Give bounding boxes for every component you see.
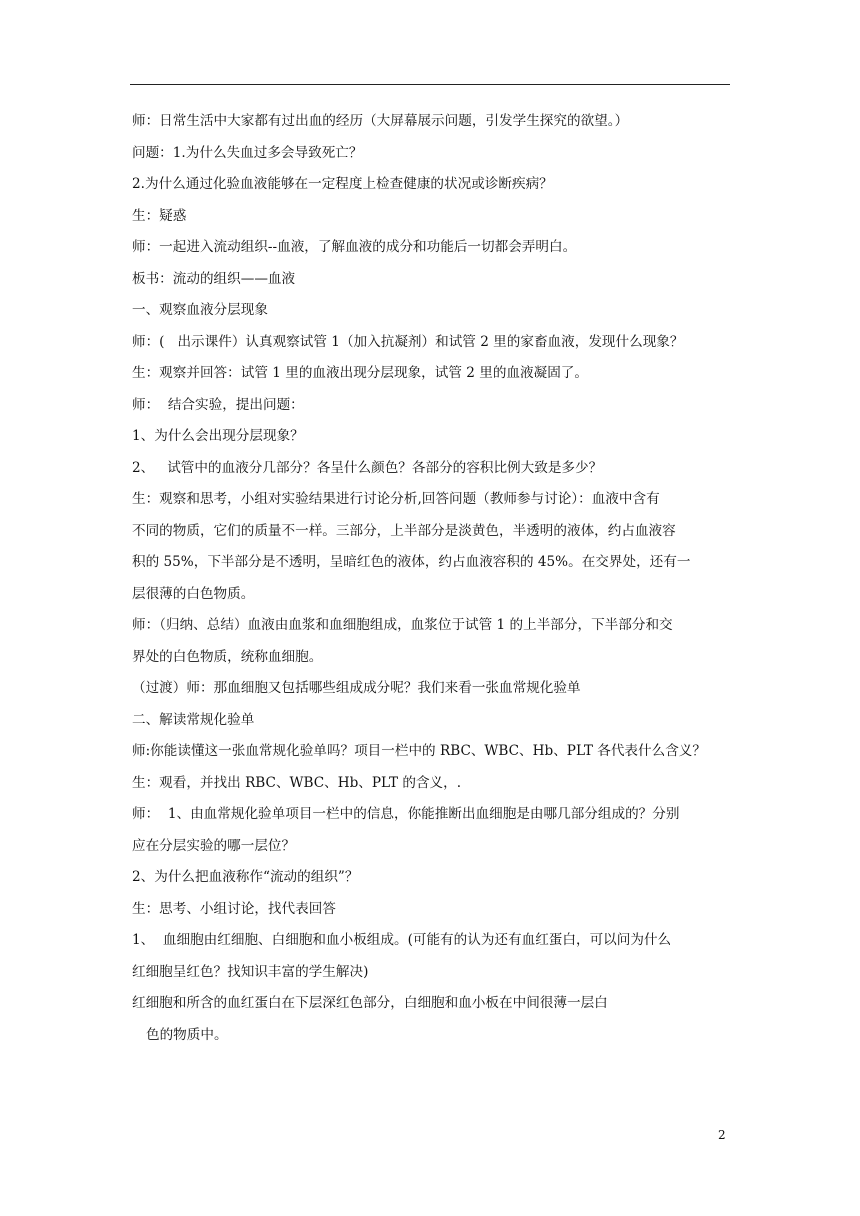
- text-line: 师：一起进入流动组织--血液，了解血液的成分和功能后一切都会弄明白。: [132, 239, 577, 255]
- text-line: 应在分层实验的哪一层位？: [132, 837, 296, 854]
- text-line: 积的 55%，下半部分是不透明，呈暗红色的液体，约占血液容积的 45%。在交界处，还有一: [132, 554, 691, 570]
- text-line: 色的物质中。: [146, 1026, 228, 1043]
- text-line: 红细胞呈红色？找知识丰富的学生解决): [132, 963, 369, 980]
- page-number: 2: [718, 1128, 726, 1142]
- text-line: 生：观察和思考，小组对实验结果进行讨论分析,回答问题（教师参与讨论）：血液中含有: [132, 491, 660, 507]
- text-line: 师： 1、由血常规化验单项目一栏中的信息，你能推断出血细胞是由哪几部分组成的？分别: [132, 806, 680, 822]
- text-line: 界处的白色物质，统称血细胞。: [132, 648, 323, 665]
- text-line: 师：（归纳、总结）血液由血浆和血细胞组成，血浆位于试管 1 的上半部分，下半部分和交: [132, 617, 673, 633]
- text-line: （过渡）师：那血细胞又包括哪些组成成分呢？我们来看一张血常规化验单: [132, 680, 581, 696]
- text-line: 2、为什么把血液称作“流动的组织”？: [132, 869, 359, 885]
- text-line: 不同的物质，它们的质量不一样。三部分，上半部分是淡黄色，半透明的液体，约占血液容: [132, 522, 676, 539]
- section-heading: 二、解读常规化验单: [132, 711, 255, 728]
- text-line: 1、为什么会出现分层现象？: [132, 428, 304, 444]
- text-line: 生：观看，并找出 RBC、WBC、Hb、PLT 的含义，.: [132, 774, 462, 791]
- text-line: 红细胞和所含的血红蛋白在下层深红色部分，白细胞和血小板在中间很薄一层白: [132, 995, 608, 1011]
- text-line: 2.为什么通过化验血液能够在一定程度上检查健康的状况或诊断疾病？: [132, 176, 553, 192]
- text-line: 2、 试管中的血液分几部分？各呈什么颜色？各部分的容积比例大致是多少？: [132, 459, 603, 476]
- section-heading: 一、观察血液分层现象: [132, 302, 268, 318]
- text-line: 师:你能读懂这一张血常规化验单吗？项目一栏中的 RBC、WBC、Hb、PLT 各代表什么含义？: [132, 743, 706, 759]
- header-rule: [130, 84, 730, 85]
- text-line: 生：疑惑: [132, 207, 187, 224]
- text-line: 师：( 出示课件）认真观察试管 1（加入抗凝剂）和试管 2 里的家畜血液，发现什么现象？: [132, 333, 684, 350]
- text-line: 板书：流动的组织——血液: [132, 270, 296, 287]
- body-text: [132, 106, 730, 1051]
- text-line: 1、 血细胞由红细胞、白细胞和血小板组成。(可能有的认为还有血红蛋白，可以问为什么: [132, 932, 672, 948]
- text-line: 生：观察并回答：试管 1 里的血液出现分层现象，试管 2 里的血液凝固了。: [132, 365, 588, 381]
- text-line: 层很薄的白色物质。: [132, 585, 255, 602]
- text-line: 生：思考、小组讨论，找代表回答: [132, 900, 336, 917]
- text-line: 师： 结合实验，提出问题：: [132, 396, 304, 413]
- text-line: 师：日常生活中大家都有过出血的经历（大屏幕展示问题，引发学生探究的欲望。）: [132, 113, 629, 129]
- text-line: 问题：1.为什么失血过多会导致死亡？: [132, 144, 363, 161]
